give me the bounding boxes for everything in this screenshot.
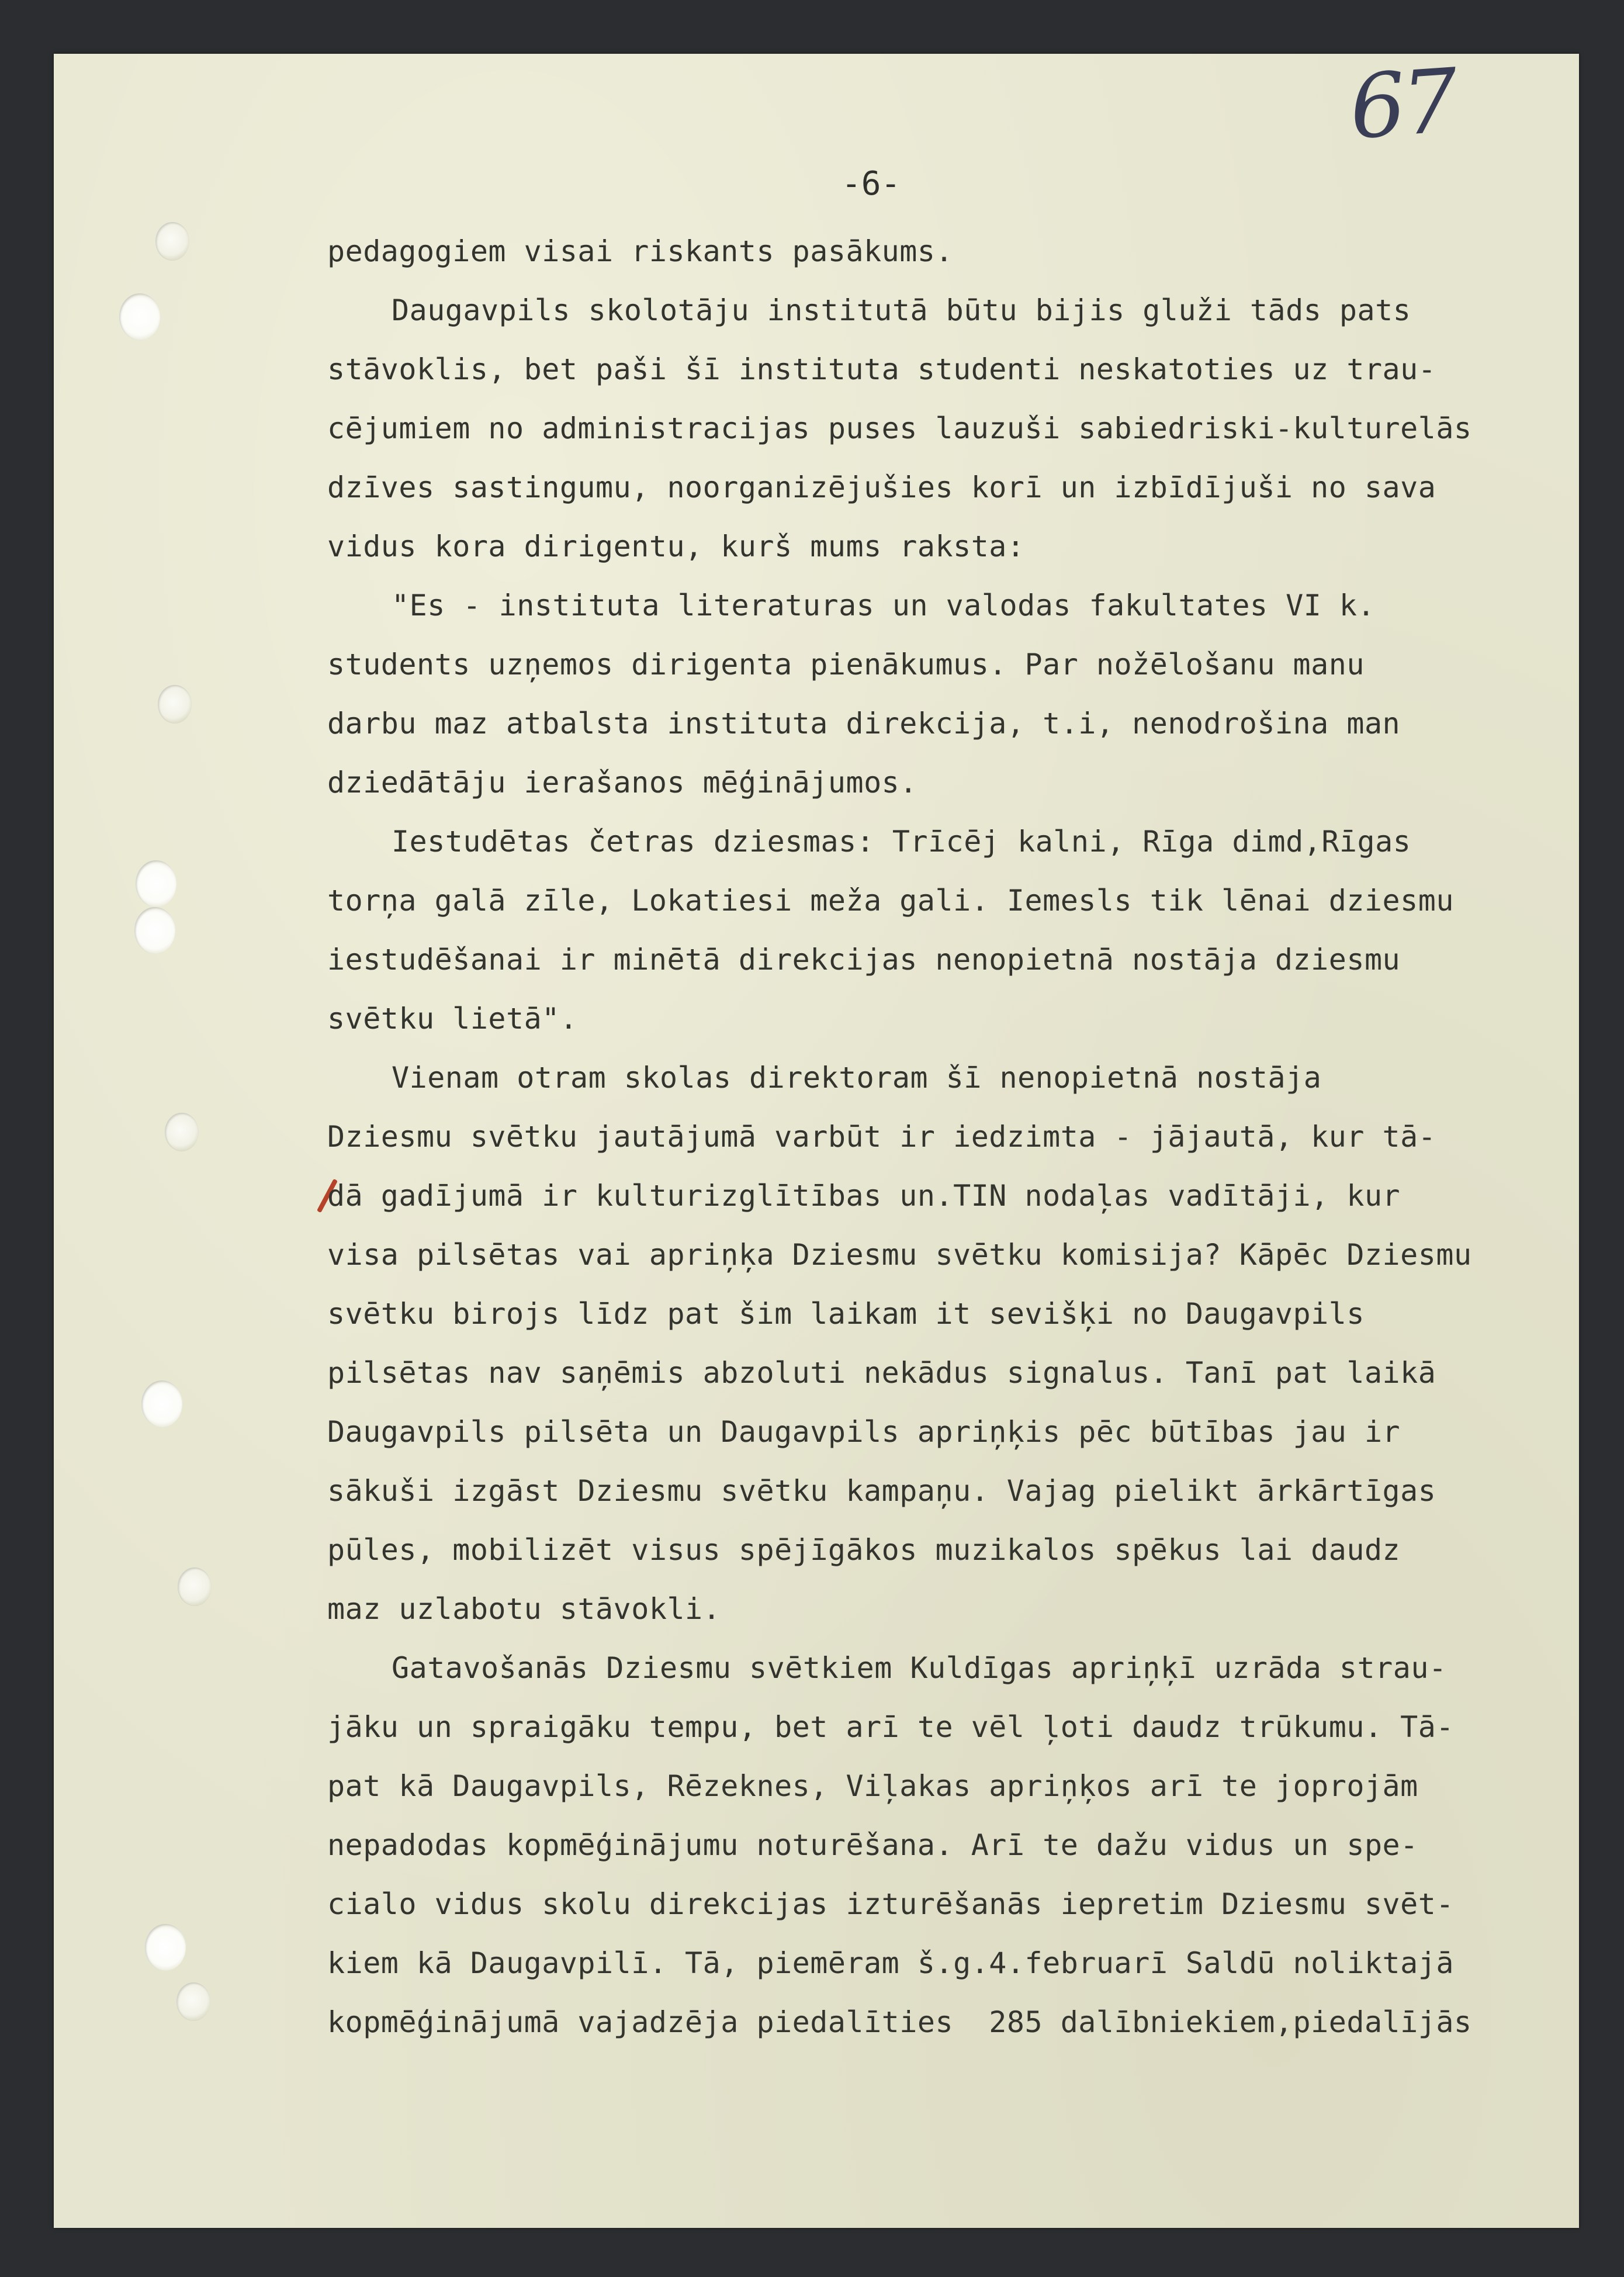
text-line: cējumiem no administracijas puses lauzuši sabiedriski-kulturelās <box>327 411 1472 445</box>
text-line: pūles, mobilizēt visus spējīgākos muzikalos spēkus lai daudz <box>327 1533 1401 1567</box>
text-line: pat kā Daugavpils, Rēzeknes, Viļakas apriņķos arī te joprojām <box>327 1769 1418 1803</box>
text-line: jāku un spraigāku tempu, bet arī te vēl ļoti daudz trūkumu. Tā- <box>327 1710 1454 1744</box>
text-line: iestudēšanai ir minētā direkcijas nenopietnā nostāja dziesmu <box>327 943 1401 977</box>
text-line: kopmēģinājumā vajadzēja piedalīties 285 dalībniekiem,piedalījās <box>327 2005 1472 2039</box>
punch-hole <box>155 222 189 261</box>
punch-hole <box>178 1567 212 1606</box>
text-line: sākuši izgāst Dziesmu svētku kampaņu. Vajag pielikt ārkārtīgas <box>327 1474 1436 1508</box>
text-line: Daugavpils pilsēta un Daugavpils apriņķis pēc būtības jau ir <box>327 1415 1401 1449</box>
text-line: Daugavpils skolotāju institutā būtu bijis gluži tāds pats <box>392 293 1411 327</box>
punch-hole <box>145 1924 186 1971</box>
text-line: maz uzlabotu stāvokli. <box>327 1592 721 1626</box>
punch-hole <box>141 1380 182 1427</box>
text-line: pedagogiem visai riskants pasākums. <box>327 234 954 268</box>
text-line: stāvoklis, bet paši šī instituta studenti neskatoties uz trau- <box>327 352 1436 386</box>
text-line: darbu maz atbalsta instituta direkcija, t.i, nenodrošina man <box>327 707 1401 740</box>
text-line: students uzņemos dirigenta pienākumus. Par nožēlošanu manu <box>327 648 1365 681</box>
text-line: svētku lietā". <box>327 1002 578 1036</box>
typewritten-body <box>327 222 1554 2052</box>
text-line: torņa galā zīle, Lokatiesi meža gali. Iemesls tik lēnai dziesmu <box>327 884 1454 918</box>
text-line: visa pilsētas vai apriņķa Dziesmu svētku komisija? Kāpēc Dziesmu <box>327 1238 1472 1272</box>
text-line: "Es - instituta literaturas un valodas fakultates VI k. <box>392 589 1376 622</box>
folio-number: 67 <box>1346 50 1458 160</box>
punch-hole <box>165 1113 199 1151</box>
punch-hole <box>134 907 175 954</box>
text-line: dzīves sastingumu, noorganizējušies korī un izbīdījuši no sava <box>327 470 1436 504</box>
text-line: svētku birojs līdz pat šim laikam it sevišķi no Daugavpils <box>327 1297 1365 1331</box>
text-line: kiem kā Daugavpilī. Tā, piemēram š.g.4.februarī Saldū noliktajā <box>327 1946 1454 1980</box>
punch-hole <box>136 860 176 907</box>
punch-hole <box>158 685 192 724</box>
text-line: Dziesmu svētku jautājumā varbūt ir iedzimta - jājautā, kur tā- <box>327 1120 1436 1154</box>
page-number: -6- <box>842 165 901 203</box>
text-line: dziedātāju ierašanos mēģinājumos. <box>327 766 917 800</box>
text-line: pilsētas nav saņēmis abzoluti nekādus signalus. Tanī pat laikā <box>327 1356 1436 1390</box>
punch-hole <box>176 1982 210 2021</box>
text-line: Gatavošanās Dziesmu svētkiem Kuldīgas apriņķī uzrāda strau- <box>392 1651 1447 1685</box>
text-line: nepadodas kopmēģinājumu noturēšana. Arī te dažu vidus un spe- <box>327 1828 1418 1862</box>
text-line: vidus kora dirigentu, kurš mums raksta: <box>327 530 1025 563</box>
text-line: cialo vidus skolu direkcijas izturēšanās iepretim Dziesmu svēt- <box>327 1887 1454 1921</box>
punch-hole <box>119 293 160 340</box>
text-line: dā gadījumā ir kulturizglītības un.TIN nodaļas vadītāji, kur <box>327 1179 1401 1213</box>
text-line: Iestudētas četras dziesmas: Trīcēj kalni, Rīga dimd,Rīgas <box>392 825 1411 859</box>
text-line: Vienam otram skolas direktoram šī nenopietnā nostāja <box>392 1061 1322 1095</box>
